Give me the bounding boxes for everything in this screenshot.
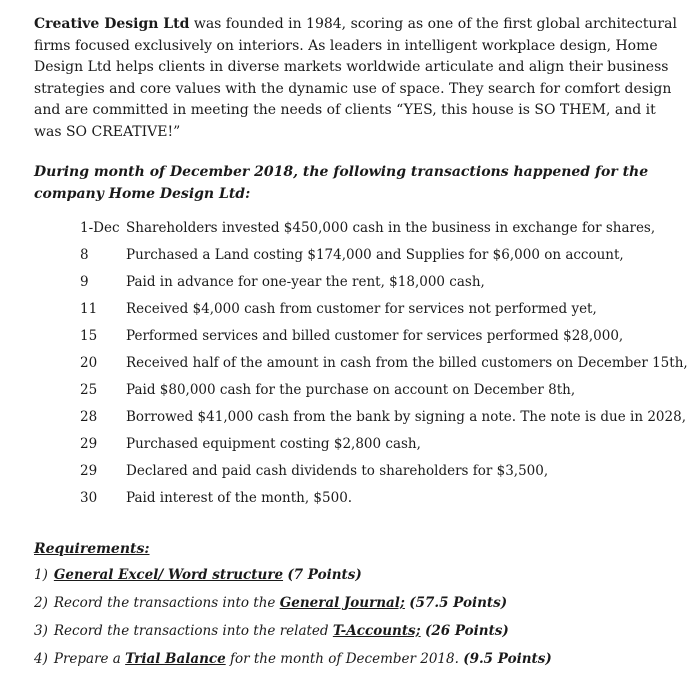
- requirement-prefix: Record the transactions into the: [53, 595, 280, 611]
- transaction-list: [80, 220, 686, 517]
- company-name: Creative Design Ltd: [34, 16, 190, 32]
- document-page: [34, 14, 686, 677]
- transaction-text: Borrowed $41,000 cash from the bank by signing a note. The note is due in 2028,: [126, 409, 686, 425]
- intro-text: was founded in 1984, scoring as one of the first global architectural firms focused exclusively on interiors. As leaders in intelligent workplace design, Home Design Ltd helps clients in diverse markets worldwide articulate and align their business strategies and core values with the dynamic use of space. They search for comfort design and are committed in meeting the needs of clients “YES, this house is SO THEM, and it was SO CREATIVE!”: [34, 16, 677, 140]
- transaction-day: 30: [80, 490, 98, 506]
- transaction-row: [80, 436, 686, 463]
- requirement-prefix: Prepare a: [53, 651, 126, 667]
- transaction-text: Purchased a Land costing $174,000 and Supplies for $6,000 on account,: [126, 247, 624, 263]
- transaction-day: 20: [80, 355, 98, 371]
- transaction-day: 8: [80, 247, 89, 263]
- transaction-row: [80, 274, 686, 301]
- requirement-item: [34, 593, 686, 621]
- requirement-key-term: T-Accounts;: [332, 623, 421, 639]
- requirement-points: (26 Points): [424, 623, 509, 639]
- transaction-text: Paid interest of the month, $500.: [126, 490, 353, 506]
- requirement-points: (57.5 Points): [409, 595, 508, 611]
- requirement-number: 4): [34, 651, 48, 667]
- transaction-text: Shareholders invested $450,000 cash in the business in exchange for shares,: [126, 220, 656, 236]
- transaction-row: [80, 220, 686, 247]
- requirement-item: [34, 621, 686, 649]
- transaction-row: [80, 490, 686, 517]
- transaction-row: [80, 382, 686, 409]
- requirement-key-term: General Excel/ Word structure: [53, 567, 284, 583]
- requirement-item: [34, 649, 686, 677]
- transaction-text: Paid in advance for one-year the rent, $18,000 cash,: [126, 274, 485, 290]
- requirements-list: [34, 565, 686, 677]
- requirement-item: [34, 565, 686, 593]
- requirement-key-term: Trial Balance: [125, 651, 226, 667]
- transaction-text: Declared and paid cash dividends to shareholders for $3,500,: [126, 463, 549, 479]
- transactions-heading: During month of December 2018, the following transactions happened for the company Home Design Ltd:: [34, 164, 649, 202]
- transaction-text: Received $4,000 cash from customer for services not performed yet,: [126, 301, 597, 317]
- transaction-day: 15: [80, 328, 98, 344]
- transaction-day: 1-Dec: [80, 220, 120, 236]
- transaction-row: [80, 409, 686, 436]
- requirement-key-term: General Journal;: [279, 595, 405, 611]
- transaction-day: 29: [80, 436, 98, 452]
- transaction-text: Purchased equipment costing $2,800 cash,: [126, 436, 421, 452]
- requirement-points: (9.5 Points): [463, 651, 552, 667]
- transaction-text: Performed services and billed customer for services performed $28,000,: [126, 328, 624, 344]
- requirement-number: 2): [34, 595, 48, 611]
- requirement-number: 3): [34, 623, 48, 639]
- transaction-day: 11: [80, 301, 98, 317]
- transaction-day: 9: [80, 274, 89, 290]
- transaction-row: [80, 301, 686, 328]
- transaction-day: 29: [80, 463, 98, 479]
- transaction-row: [80, 355, 686, 382]
- requirements-title: Requirements:: [34, 541, 150, 557]
- transaction-day: 25: [80, 382, 98, 398]
- requirement-suffix: for the month of December 2018.: [225, 651, 464, 667]
- transaction-text: Paid $80,000 cash for the purchase on account on December 8th,: [126, 382, 576, 398]
- requirement-points: (7 Points): [287, 567, 362, 583]
- transaction-row: [80, 328, 686, 355]
- transaction-row: [80, 247, 686, 274]
- transaction-text: Received half of the amount in cash from the billed customers on December 15th,: [126, 355, 688, 371]
- requirement-number: 1): [34, 567, 48, 583]
- intro-paragraph: [34, 14, 686, 143]
- transaction-day: 28: [80, 409, 98, 425]
- transaction-row: [80, 463, 686, 490]
- requirement-prefix: Record the transactions into the related: [53, 623, 333, 639]
